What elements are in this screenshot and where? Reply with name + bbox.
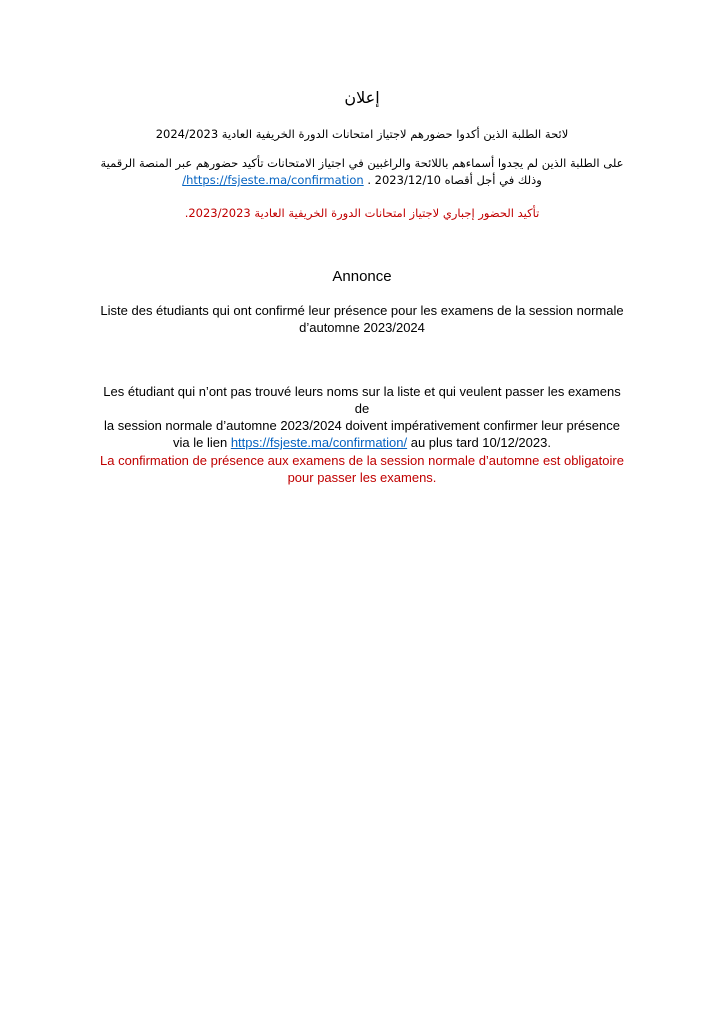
arabic-confirmation-link[interactable]: https://fsjeste.ma/confirmation/ (182, 173, 364, 187)
french-mandatory-notice-line2: pour passer les examens. (287, 470, 437, 485)
arabic-title: إعلان (344, 88, 380, 107)
french-instruction-line3 (100, 434, 624, 451)
french-confirmation-link[interactable]: https://fsjeste.ma/confirmation/ (230, 435, 408, 450)
french-instruction-line1: Les étudiant qui n’ont pas trouvé leurs noms sur la liste et qui veulent passer les examens de (103, 384, 621, 416)
arabic-instruction (100, 155, 624, 189)
french-mandatory-notice-line1: La confirmation de présence aux examens de la session normale d’automne est obligatoire (100, 453, 624, 468)
french-instruction-prefix: via le lien (173, 435, 231, 450)
french-list-heading (100, 302, 624, 336)
french-instruction-suffix: au plus tard 10/12/2023. (407, 435, 551, 450)
french-list-heading-line2: d’automne 2023/2024 (299, 320, 425, 335)
french-instruction (100, 383, 624, 451)
arabic-instruction-line1: على الطلبة الذين لم يجدوا أسماءهم باللائحة والراغبين في اجتياز الامتحانات تأكيد حضورهم عبر المنصة الرقمية (100, 156, 624, 170)
french-mandatory-notice (100, 452, 624, 486)
arabic-mandatory-notice: تأكيد الحضور إجباري لاجتياز امتحانات الدورة الخريفية العادية 2023/2023. (184, 206, 540, 220)
arabic-instruction-line2 (100, 172, 624, 189)
arabic-list-heading: لائحة الطلبة الذين أكدوا حضورهم لاجتياز امتحانات الدورة الخريفية العادية 2024/2023 (155, 127, 569, 141)
arabic-instruction-deadline: وذلك في أجل أقصاه 2023/12/10 . (367, 173, 542, 187)
french-list-heading-line1: Liste des étudiants qui ont confirmé leur présence pour les examens de la session normale (100, 303, 624, 318)
french-title: Annonce (332, 268, 392, 285)
french-instruction-line2: la session normale d’automne 2023/2024 doivent impérativement confirmer leur présence (104, 418, 620, 433)
